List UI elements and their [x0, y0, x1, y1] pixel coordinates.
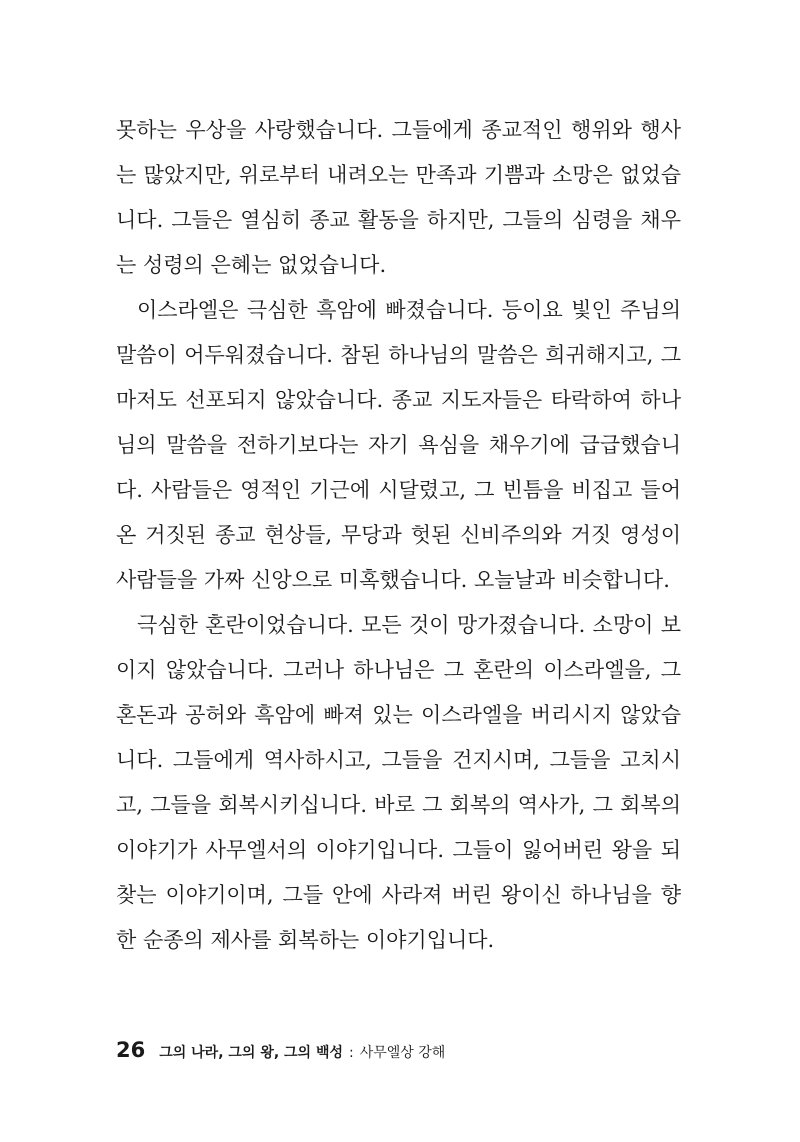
title-separator: :	[349, 1045, 354, 1061]
page-number: 26	[116, 1038, 146, 1062]
book-title: 그의 나라, 그의 왕, 그의 백성	[159, 1045, 344, 1061]
paragraph-2: 이스라엘은 극심한 흑암에 빠졌습니다. 등이요 빛인 주님의 말씀이 어두워졌습니다. 참된 하나님의 말씀은 희귀해지고, 그마저도 선포되지 않았습니다. 종교 지도자들은 타락하여 하나님의 말씀을 전하기보다는 자기 욕심을 채우기에 급급했습니다. 사람들은 영적인 기근에 시달렸고, 그 빈틈을 비집고 들어온 거짓된 종교 현상들, 무당과 헛된 신비주의와 거짓 영성이 사람들을 가짜 신앙으로 미혹했습니다. 오늘날과 비슷합니다.	[116, 298, 681, 592]
book-subtitle: 사무엘상 강해	[359, 1045, 446, 1061]
body-text	[116, 108, 681, 963]
page-footer	[116, 1038, 445, 1068]
paragraph-1: 못하는 우상을 사랑했습니다. 그들에게 종교적인 행위와 행사는 많았지만, 위로부터 내려오는 만족과 기쁨과 소망은 없었습니다. 그들은 열심히 종교 활동을 하지만, 그들의 심령을 채우는 성령의 은혜는 없었습니다.	[116, 118, 681, 277]
paragraph-3: 극심한 혼란이었습니다. 모든 것이 망가졌습니다. 소망이 보이지 않았습니다. 그러나 하나님은 그 혼란의 이스라엘을, 그 혼돈과 공허와 흑암에 빠져 있는 이스라엘을 버리시지 않았습니다. 그들에게 역사하시고, 그들을 건지시며, 그들을 고치시고, 그들을 회복시키십니다. 바로 그 회복의 역사가, 그 회복의 이야기가 사무엘서의 이야기입니다. 그들이 잃어버린 왕을 되찾는 이야기이며, 그들 안에 사라져 버린 왕이신 하나님을 향한 순종의 제사를 회복하는 이야기입니다.	[116, 613, 681, 952]
